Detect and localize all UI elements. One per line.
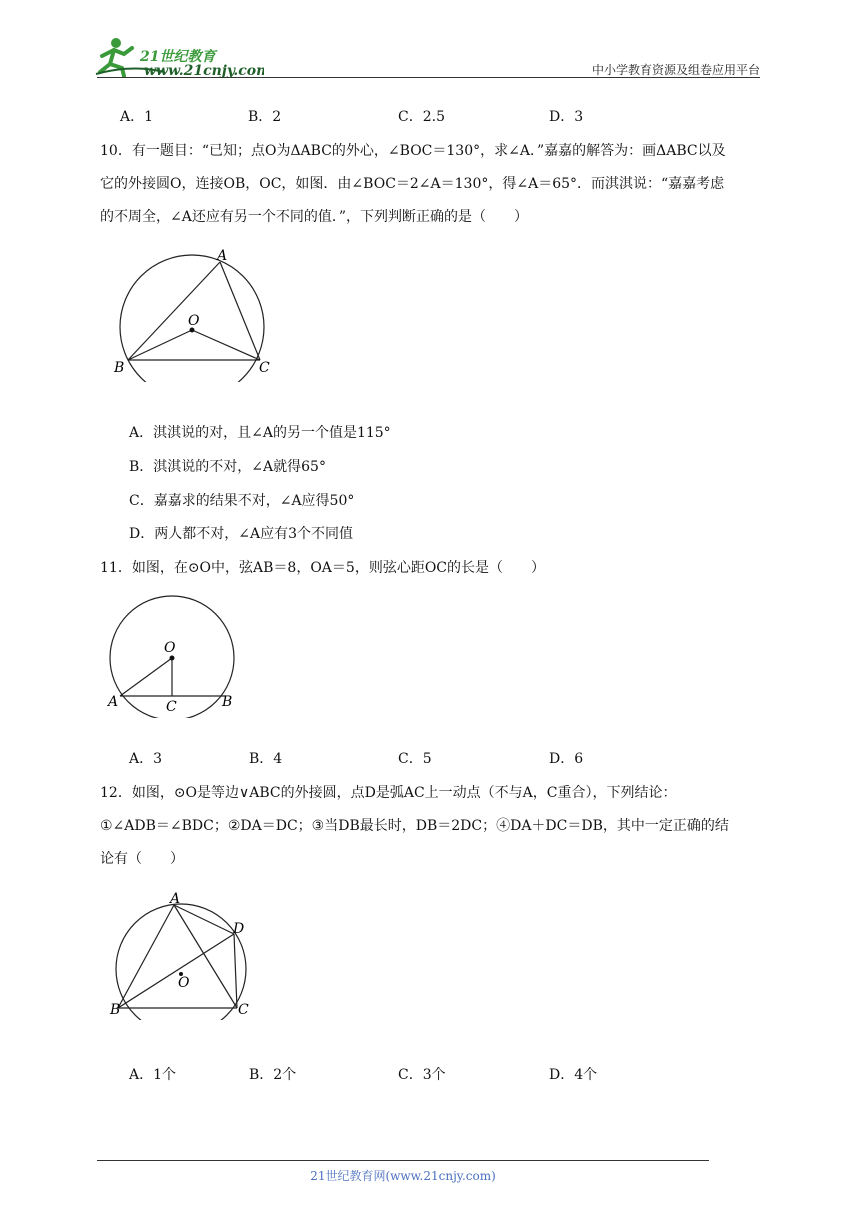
q10-stem-line2: 它的外接圆O，连接OB，OC，如图．由∠BOC＝2∠A＝130°，得∠A＝65°．而淇淇说：“嘉嘉考虑: [100, 176, 725, 192]
q11-option-b[interactable]: B．4: [249, 751, 283, 767]
q12-label-a: A: [170, 891, 181, 907]
q12-label-d: D: [233, 921, 245, 937]
q12-option-d[interactable]: D．4个: [549, 1067, 598, 1083]
q11-label-b: B: [222, 694, 233, 710]
q12-figure: [104, 890, 264, 1020]
q9-option-d[interactable]: D．3: [549, 109, 584, 125]
q11-option-c[interactable]: C．5: [398, 751, 432, 767]
q10-option-b[interactable]: B．淇淇说的不对，∠A就得65°: [129, 459, 326, 475]
q10-option-d[interactable]: D．两人都不对，∠A应有3个不同值: [129, 526, 353, 542]
footer-divider: [97, 1160, 709, 1161]
q10-option-c[interactable]: C．嘉嘉求的结果不对，∠A应得50°: [129, 493, 355, 509]
q11-label-a: A: [108, 694, 119, 710]
q11-label-o: O: [164, 640, 176, 656]
runner-logo-icon: [94, 34, 264, 80]
q12-label-c: C: [238, 1002, 249, 1018]
q12-label-o: O: [178, 975, 190, 991]
logo-url-text: www.21cnjy.com: [144, 63, 264, 79]
q10-figure: [108, 246, 283, 382]
q10-label-o: O: [188, 313, 200, 329]
q11-option-d[interactable]: D．6: [549, 751, 584, 767]
footer-link[interactable]: 21世纪教育网(www.21cnjy.com): [310, 1169, 496, 1183]
q12-stem-line1: 12．如图，⊙O是等边∨ABC的外接圆，点D是弧AC上一动点（不与A，C重合），下列结论：: [100, 785, 677, 801]
q12-option-c[interactable]: C．3个: [398, 1067, 446, 1083]
q11-stem: 11．如图，在⊙O中，弦AB＝8，OA＝5，则弦心距OC的长是（ ）: [100, 560, 546, 576]
q10-label-c: C: [259, 360, 270, 376]
q12-label-b: B: [110, 1002, 121, 1018]
logo: [94, 34, 264, 80]
q9-option-a[interactable]: A．1: [120, 109, 154, 125]
platform-name: 中小学教育资源及组卷应用平台: [591, 63, 760, 77]
q10-option-a[interactable]: A．淇淇说的对，且∠A的另一个值是115°: [129, 425, 391, 441]
q9-option-c[interactable]: C．2.5: [398, 109, 445, 125]
header-divider: [97, 77, 760, 78]
q12-option-b[interactable]: B．2个: [249, 1067, 297, 1083]
q11-option-a[interactable]: A．3: [129, 751, 163, 767]
q12-stem-line2: ①∠ADB＝∠BDC；②DA＝DC；③当DB最长时，DB＝2DC；④DA＋DC＝DB，其中一定正确的结: [100, 818, 729, 834]
q11-figure: [104, 594, 244, 718]
q10-label-a: A: [217, 248, 228, 264]
q11-label-c: C: [166, 699, 177, 715]
logo-main-text: 21世纪教育: [140, 49, 216, 65]
q9-option-b[interactable]: B．2: [248, 109, 282, 125]
q10-stem-line1: 10．有一题目：“已知；点O为ΔABC的外心，∠BOC＝130°，求∠A．”嘉嘉的解答为：画ΔABC以及: [100, 143, 726, 159]
q12-stem-line3: 论有（ ）: [100, 851, 184, 867]
q10-stem-line3: 的不周全，∠A还应有另一个不同的值．”，下列判断正确的是（ ）: [100, 209, 528, 225]
q12-option-a[interactable]: A．1个: [129, 1067, 177, 1083]
q10-label-b: B: [114, 360, 125, 376]
